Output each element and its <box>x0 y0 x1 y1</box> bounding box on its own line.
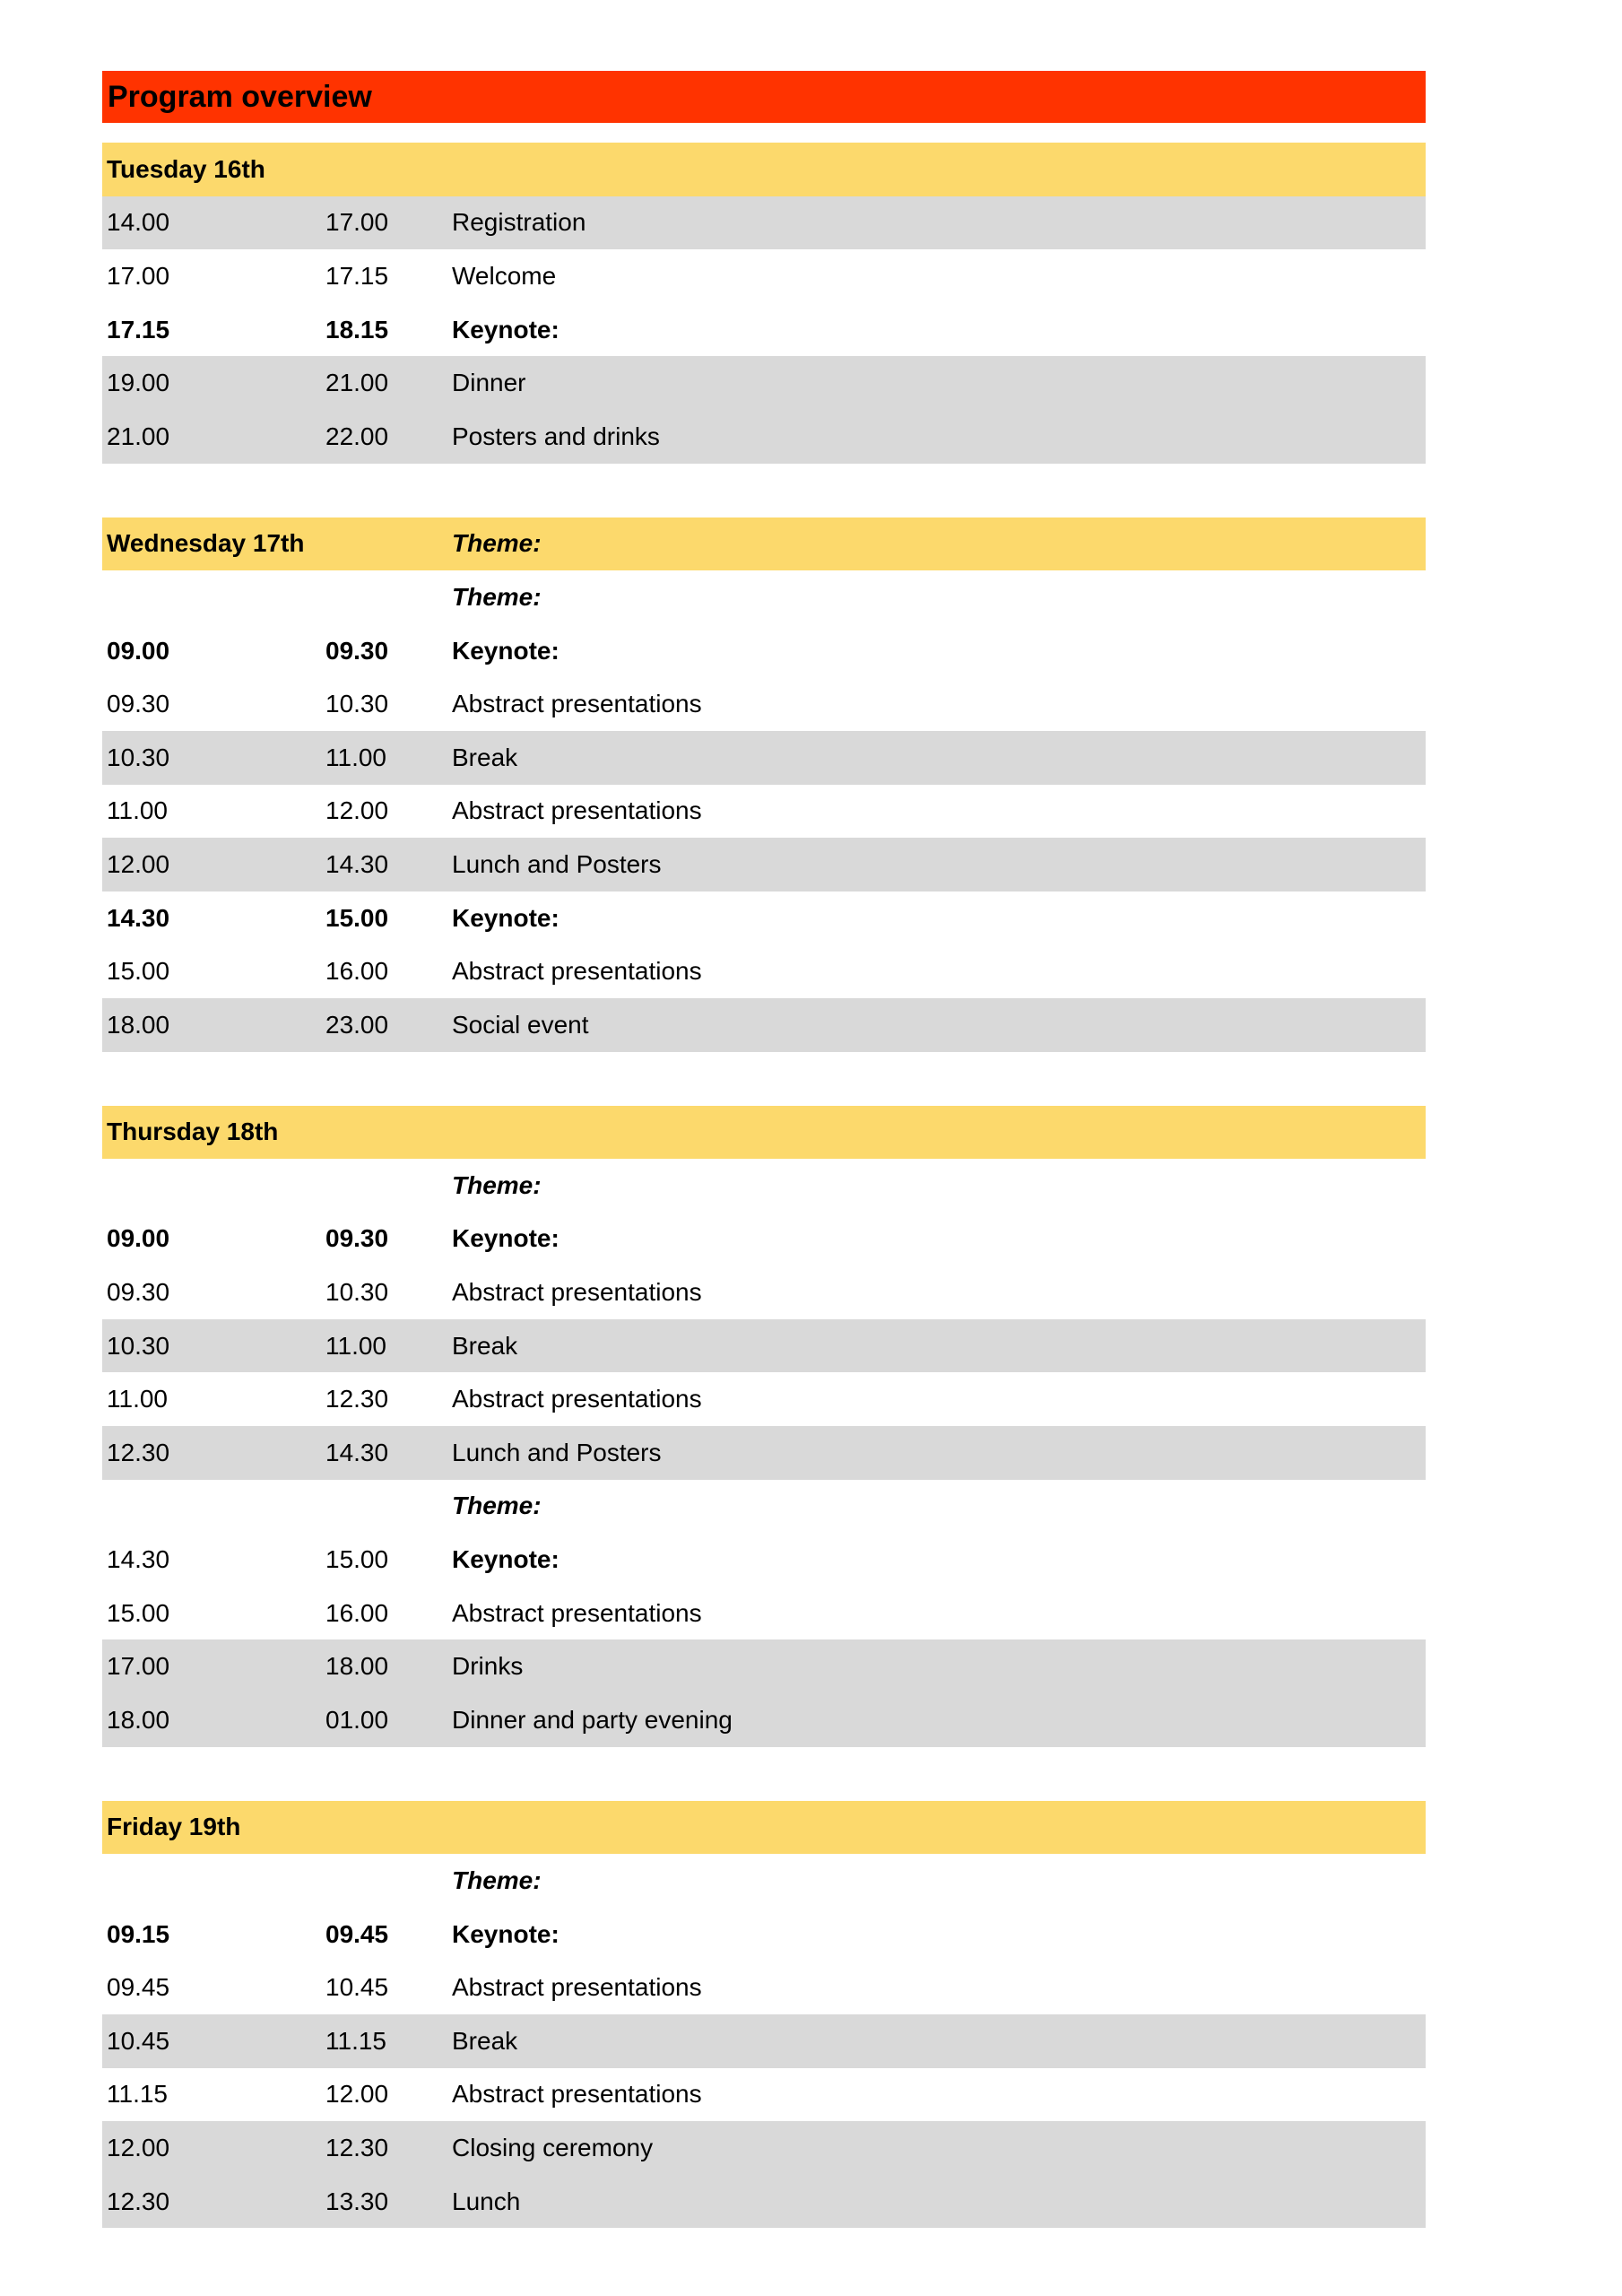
start-time: 15.00 <box>107 1598 170 1627</box>
end-time: 15.00 <box>325 1545 389 1574</box>
start-time: 15.00 <box>107 957 170 986</box>
session-description: Abstract presentations <box>452 1278 702 1307</box>
day-label: Thursday 18th <box>107 1118 279 1146</box>
end-time: 23.00 <box>325 1010 389 1039</box>
session-description: Keynote: <box>452 315 559 344</box>
session-description: Abstract presentations <box>452 1385 702 1413</box>
day-header <box>102 517 1426 571</box>
schedule-row <box>102 1480 1426 1534</box>
program-days <box>102 143 1426 2228</box>
schedule-row <box>102 891 1426 945</box>
schedule-row <box>102 410 1426 464</box>
start-time: 17.00 <box>107 261 170 290</box>
end-time: 15.00 <box>325 903 389 932</box>
schedule-row <box>102 1533 1426 1587</box>
end-time: 17.15 <box>325 261 389 290</box>
start-time: 09.30 <box>107 690 170 718</box>
end-time: 12.30 <box>325 1385 389 1413</box>
day-label: Wednesday 17th <box>107 529 305 558</box>
schedule-row <box>102 2175 1426 2229</box>
end-time: 10.30 <box>325 1278 389 1307</box>
start-time: 12.30 <box>107 2187 170 2215</box>
schedule-row <box>102 1159 1426 1213</box>
schedule-row <box>102 570 1426 624</box>
session-description: Break <box>452 1331 518 1360</box>
schedule-row <box>102 2121 1426 2175</box>
schedule-row <box>102 1319 1426 1373</box>
start-time: 11.00 <box>107 1385 168 1413</box>
start-time: 21.00 <box>107 422 170 450</box>
end-time: 21.00 <box>325 369 389 397</box>
session-description: Abstract presentations <box>452 1973 702 2002</box>
session-description: Abstract presentations <box>452 796 702 825</box>
start-time: 18.00 <box>107 1010 170 1039</box>
session-description: Keynote: <box>452 1545 559 1574</box>
session-description: Dinner and party evening <box>452 1705 733 1734</box>
program-sheet <box>102 71 1426 2228</box>
day-header <box>102 1801 1426 1855</box>
schedule-row <box>102 624 1426 678</box>
start-time: 10.30 <box>107 1331 170 1360</box>
start-time: 09.15 <box>107 1919 170 1948</box>
start-time: 12.30 <box>107 1438 170 1466</box>
end-time: 12.30 <box>325 2133 389 2161</box>
end-time: 11.15 <box>325 2026 386 2055</box>
session-description: Keynote: <box>452 1919 559 1948</box>
session-description: Lunch and Posters <box>452 849 662 878</box>
end-time: 16.00 <box>325 1598 389 1627</box>
day-header <box>102 143 1426 196</box>
schedule-row <box>102 1265 1426 1319</box>
schedule-row <box>102 731 1426 785</box>
end-time: 10.30 <box>325 690 389 718</box>
schedule-row <box>102 1854 1426 1908</box>
schedule-row <box>102 1961 1426 2014</box>
start-time: 11.15 <box>107 2080 168 2109</box>
schedule-row <box>102 303 1426 357</box>
session-description: Break <box>452 2026 518 2055</box>
schedule-row <box>102 1639 1426 1693</box>
schedule-row <box>102 2014 1426 2068</box>
session-description: Lunch <box>452 2187 521 2215</box>
start-time: 11.00 <box>107 796 168 825</box>
schedule-row <box>102 1213 1426 1266</box>
start-time: 14.30 <box>107 1545 170 1574</box>
session-description: Break <box>452 743 518 771</box>
schedule-row <box>102 356 1426 410</box>
schedule-row <box>102 944 1426 998</box>
page-title: Program overview <box>102 71 1426 123</box>
session-description: Keynote: <box>452 636 559 665</box>
schedule-row <box>102 1908 1426 1961</box>
schedule-row <box>102 785 1426 839</box>
theme-label: Theme: <box>452 1492 542 1520</box>
day-section <box>102 517 1426 1052</box>
start-time: 19.00 <box>107 369 170 397</box>
day-section <box>102 1106 1426 1747</box>
session-description: Keynote: <box>452 903 559 932</box>
end-time: 09.30 <box>325 636 389 665</box>
day-theme-label: Theme: <box>452 529 542 558</box>
end-time: 10.45 <box>325 1973 389 2002</box>
session-description: Registration <box>452 208 586 237</box>
start-time: 12.00 <box>107 849 170 878</box>
schedule-row <box>102 1426 1426 1480</box>
end-time: 14.30 <box>325 849 389 878</box>
session-description: Lunch and Posters <box>452 1438 662 1466</box>
start-time: 09.45 <box>107 1973 170 2002</box>
session-description: Drinks <box>452 1652 524 1681</box>
schedule-row <box>102 838 1426 891</box>
schedule-row <box>102 196 1426 250</box>
schedule-row <box>102 998 1426 1052</box>
theme-label: Theme: <box>452 1170 542 1199</box>
end-time: 22.00 <box>325 422 389 450</box>
day-label: Tuesday 16th <box>107 154 265 183</box>
start-time: 09.30 <box>107 1278 170 1307</box>
schedule-row <box>102 1587 1426 1640</box>
session-description: Dinner <box>452 369 526 397</box>
start-time: 12.00 <box>107 2133 170 2161</box>
end-time: 11.00 <box>325 743 386 771</box>
end-time: 14.30 <box>325 1438 389 1466</box>
session-description: Keynote: <box>452 1224 559 1253</box>
start-time: 14.30 <box>107 903 170 932</box>
start-time: 09.00 <box>107 636 170 665</box>
schedule-row <box>102 1693 1426 1747</box>
end-time: 12.00 <box>325 2080 389 2109</box>
schedule-row <box>102 677 1426 731</box>
day-label: Friday 19th <box>107 1813 241 1841</box>
session-description: Abstract presentations <box>452 1598 702 1627</box>
start-time: 10.45 <box>107 2026 170 2055</box>
end-time: 12.00 <box>325 796 389 825</box>
schedule-row <box>102 249 1426 303</box>
day-section <box>102 143 1426 464</box>
theme-label: Theme: <box>452 1866 542 1895</box>
session-description: Welcome <box>452 261 557 290</box>
session-description: Posters and drinks <box>452 422 660 450</box>
start-time: 18.00 <box>107 1705 170 1734</box>
end-time: 18.15 <box>325 315 389 344</box>
start-time: 17.00 <box>107 1652 170 1681</box>
start-time: 17.15 <box>107 315 170 344</box>
start-time: 14.00 <box>107 208 170 237</box>
schedule-row <box>102 2068 1426 2122</box>
end-time: 18.00 <box>325 1652 389 1681</box>
end-time: 16.00 <box>325 957 389 986</box>
end-time: 09.30 <box>325 1224 389 1253</box>
theme-label: Theme: <box>452 582 542 611</box>
start-time: 09.00 <box>107 1224 170 1253</box>
day-section <box>102 1801 1426 2229</box>
end-time: 09.45 <box>325 1919 389 1948</box>
end-time: 11.00 <box>325 1331 386 1360</box>
end-time: 13.30 <box>325 2187 389 2215</box>
title-spacer <box>102 123 1426 143</box>
session-description: Abstract presentations <box>452 957 702 986</box>
session-description: Abstract presentations <box>452 690 702 718</box>
start-time: 10.30 <box>107 743 170 771</box>
schedule-row <box>102 1372 1426 1426</box>
session-description: Social event <box>452 1010 589 1039</box>
end-time: 01.00 <box>325 1705 389 1734</box>
day-header <box>102 1106 1426 1160</box>
session-description: Abstract presentations <box>452 2080 702 2109</box>
end-time: 17.00 <box>325 208 389 237</box>
session-description: Closing ceremony <box>452 2133 654 2161</box>
